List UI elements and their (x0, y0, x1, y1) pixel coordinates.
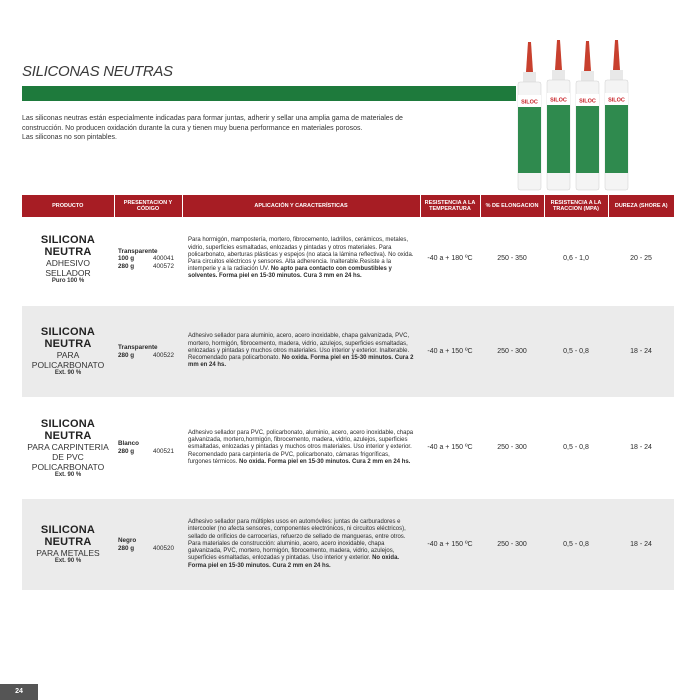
presentation-color: Blanco (118, 440, 139, 448)
product-name: NEUTRA (44, 338, 92, 350)
presentation-size: 280 g (118, 544, 135, 552)
table-row (22, 306, 674, 397)
intro-line: Las siliconas neutras están especialmente indicadas para formar juntas, adherir y sellar una amplia gama de materiales de (22, 115, 403, 122)
presentation-size: 280 g (118, 262, 135, 270)
application-text: Adhesivo sellador para PVC, policarbonato, aluminio, acero, acero inoxidable, chapa galvanizada, mortero,hormigón, fibrocemento, madera, vidrio, azulejos, superficies esmaltadas, enlozadas y pintadas y muchos otros materiales. Uso interior y exterior. Recomendado para carpintería de PVC, policarbonato, cámaras frigoríficas, furgones térmicos. (188, 429, 414, 465)
product-label: SILOC (521, 99, 538, 106)
traction-value: 0,5 - 0,8 (563, 444, 589, 452)
cartridge-4 (605, 40, 628, 190)
product-name: SILICONA (40, 233, 96, 246)
product-type: DE PVC (52, 451, 84, 462)
application-text-bold: No apto para contacto con combustibles y solventes. Forma piel en 15-30 minutos. Cura 3 mm en 24 hs. (188, 266, 392, 280)
hardness-value: 18 - 24 (630, 444, 652, 452)
product-composition: Ext. 90 % (54, 370, 82, 376)
application-text: Para hormigón, mampostería, mortero, fibrocemento, ladrillos, cerámicos, metales, vidrio, superficies esmaltadas, enlozadas y pintadas y otros materiales. Para policarbonato, aberturas plásticas y espejos (no ataca la lámina reflectiva). No oxida. Para circuitos eléctricos y sensores. Alta adherencia. Inalterable.Resiste a la intemperie y a la radiación UV. (188, 237, 414, 273)
product-name: SILICONA (40, 524, 96, 536)
product-code: 400520 (152, 544, 174, 552)
presentation-size: 280 g (118, 448, 135, 455)
presentation-size: 100 g (118, 255, 135, 263)
elongation-value: 250 - 300 (497, 444, 527, 452)
product-composition: Ext. 90 % (54, 471, 82, 478)
product-type: POLICARBONATO (31, 360, 105, 370)
table-row (22, 402, 674, 494)
page-title: SILICONAS NEUTRAS (22, 63, 173, 80)
product-type: ADHESIVO (46, 257, 90, 268)
application-text: Adhesivo sellador para aluminio, acero, acero inoxidable, chapa galvanizada, PVC, mortero, hormigón, fibrocemento, madera, vidrio, azulejos, superficies esmaltadas, enlozadas y pintadas y muchos otros materiales. Uso interior y exterior. Inalterable. Recomendado para policarbonato. (188, 333, 410, 362)
product-name: NEUTRA (44, 536, 92, 548)
hardness-value: 18 - 24 (608, 499, 674, 590)
cartridge-3 (576, 41, 599, 190)
col-header-traccion: RESISTENCIA A LA TRACCION (MPA) (544, 195, 608, 217)
application-cell (182, 499, 420, 590)
presentation-color: Transparente (118, 247, 158, 255)
hardness-value: 20 - 25 (630, 255, 652, 263)
col-header-presentacion: PRESENTACION Y CÓDIGO (114, 195, 182, 217)
presentation-color: Negro (118, 536, 137, 544)
intro-line: Las siliconas no son pintables. (22, 134, 117, 141)
presentation-size: 280 g (118, 351, 135, 359)
col-header-temperatura: RESISTENCIA A LA TEMPERATURA (420, 195, 480, 217)
traction-value: 0,5 - 0,8 (544, 499, 608, 590)
presentation-color: Transparente (118, 343, 158, 351)
intro-text (22, 114, 422, 143)
product-type: PARA METALES (36, 548, 100, 558)
presentation-cell (114, 217, 182, 301)
col-header-aplicacion: APLICACIÓN Y CARACTERÍSTICAS (182, 195, 420, 217)
product-code: 400572 (152, 262, 174, 270)
product-code: 400521 (152, 448, 174, 455)
col-header-producto: PRODUCTO (22, 195, 114, 217)
elongation-value: 250 - 300 (480, 306, 544, 397)
hardness-value: 18 - 24 (608, 306, 674, 397)
product-cell (22, 217, 114, 301)
col-header-elongacion: % DE ELONGACION (480, 195, 544, 217)
specs-table (22, 195, 674, 590)
product-name: SILICONA (40, 326, 96, 338)
product-name: SILICONA (40, 417, 96, 430)
table-row (22, 499, 674, 590)
traction-value: 0,6 - 1,0 (563, 255, 589, 263)
product-type: SELLADOR (45, 267, 91, 278)
elongation-value: 250 - 350 (497, 255, 527, 263)
application-text-bold: No oxida. Forma piel en 15-30 minutos. Cura 2 mm en 24 hs. (188, 355, 414, 369)
presentation-cell (114, 402, 182, 494)
presentation-cell (114, 499, 182, 590)
product-type: PARA (56, 350, 80, 360)
table-header-row (22, 195, 674, 217)
cartridge-1 (518, 42, 541, 190)
product-label: SILOC (550, 97, 567, 104)
presentation-cell (114, 306, 182, 397)
product-label: SILOC (579, 98, 596, 105)
cartridge-2 (547, 40, 570, 190)
product-code: 400522 (152, 351, 174, 359)
application-cell (182, 402, 420, 494)
product-cartridges-image (512, 40, 632, 195)
product-name: NEUTRA (44, 245, 92, 258)
product-type: PARA CARPINTERIA (27, 441, 109, 452)
product-cell (22, 306, 114, 397)
col-header-dureza: DUREZA (SHORE A) (608, 195, 674, 217)
product-type: POLICARBONATO (31, 461, 105, 472)
temperature-value: -40 a + 150 ºC (427, 444, 473, 452)
page-number: 24 (0, 684, 38, 700)
product-composition: Puro 100 % (51, 277, 85, 284)
temperature-value: -40 a + 150 ºC (420, 306, 480, 397)
product-cell (22, 499, 114, 590)
intro-line: construcción. No producen oxidación durante la cura y tienen muy buena performance en materiales porosos. (22, 124, 363, 132)
temperature-value: -40 a + 150 ºC (420, 499, 480, 590)
application-text-bold: No oxida. Forma piel en 15-30 minutos. Cura 2 mm en 24 hs. (188, 555, 400, 569)
elongation-value: 250 - 300 (480, 499, 544, 590)
traction-value: 0,5 - 0,8 (544, 306, 608, 397)
application-cell (182, 217, 420, 301)
product-composition: Ext. 90 % (54, 558, 82, 564)
application-cell (182, 306, 420, 397)
table-row (22, 217, 674, 301)
product-cell (22, 402, 114, 494)
application-text-bold: No oxida. Forma piel en 15-30 minutos. Cura 2 mm en 24 hs. (239, 458, 411, 465)
application-text: Adhesivo sellador para múltiples usos en automóviles: juntas de carburadores e intercooler (no afecta sensores, componentes electrónicos, ni circuitos eléctricos), sellado de orificios de carrocerías, refuerzo de sellado de mangueras, entre otros. Para materiales de construcción: aluminio, acero, acero inoxidable, chapa galvanizada, PVC, mortero, hormigón, fibrocemento, madera, vidrio, azulejos, superficies esmaltadas, enlozadas y pintadas. Uso interior y exterior. (188, 519, 406, 562)
product-label: SILOC (608, 97, 625, 104)
title-accent-bar (22, 86, 516, 101)
product-code: 400041 (152, 255, 174, 263)
temperature-value: -40 a + 180 ºC (427, 255, 473, 263)
product-name: NEUTRA (44, 429, 92, 442)
